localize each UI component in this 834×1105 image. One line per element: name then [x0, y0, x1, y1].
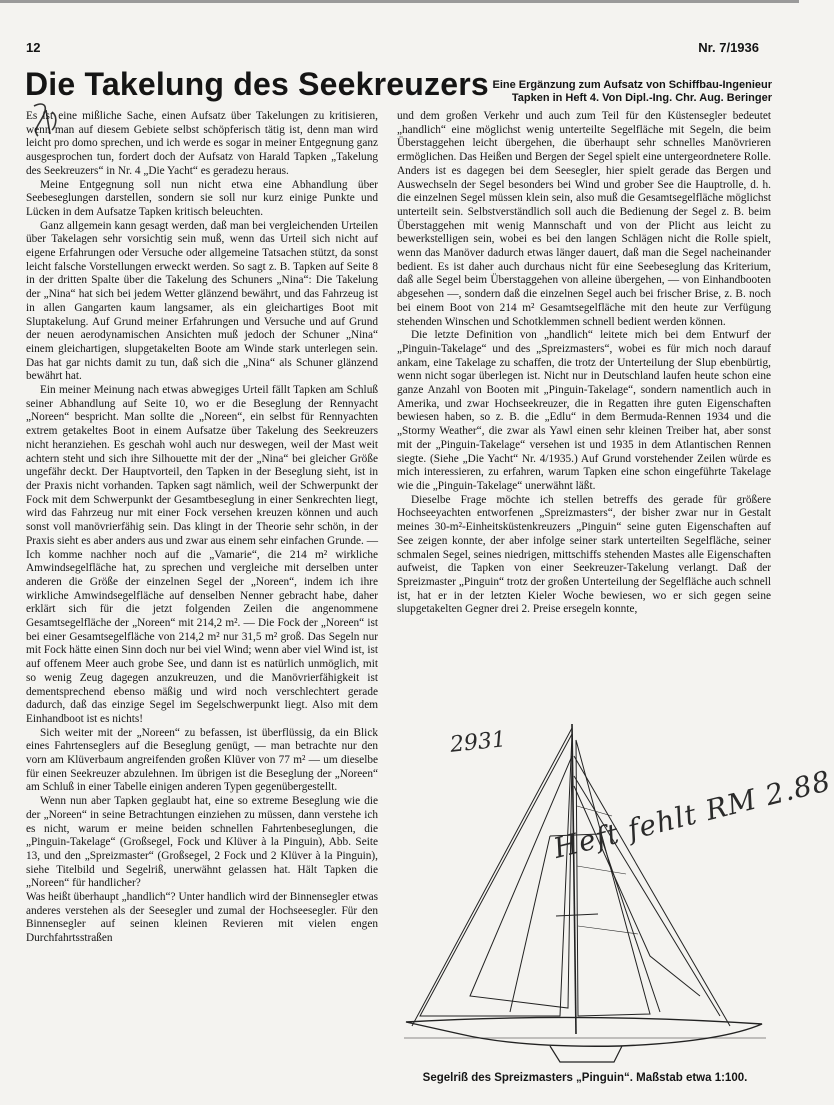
paragraph: und dem großen Verkehr und auch zum Teil für den Küstensegler bedeutet „handlich“ eine möglichst wenig unterteilte Segelfläche mit Segeln, die beim Überstaggehen leicht übergehen, die überhaupt sehr schnelles Manövrieren ermöglichen. Das Heißen und Bergen der Segel spielt eine untergeordnetere Rolle. Anders ist es dagegen bei dem Seesegler, hier spielt gerade das Bergen und Auswechseln der Segel besonders bei Wind und grober See die Hauptrolle, d. h. die einzelnen Segel müssen klein sein, also muß die Gesamtsegelfläche möglichst unterteilt sein. Selbstverständlich soll auch die Bedienung der Segel z. B. beim Überstaggehen mit wenig Mannschaft und von der Plicht aus leicht zu bewerkstelligen sein, wobei es bei den langen Schlägen nicht die Rolle spielt, wenn das Manöver dadurch etwas länger dauert, daß man die Segel nacheinander bedient. Es ist daher auch durchaus nicht für eine Seebeseglung das Kriterium, daß alle Segel beim Überstaggehen von alleine übergehen, — von Einhandbooten abgesehen —, sondern daß die einzelnen Segel auch bei frischer Brise, z. B. noch bei einem Boot von 214 m² Gesamtsegelfläche mit den heute zur Verfügung stehenden Winschen und Schotklemmen schnell bedient werden können. [397, 110, 771, 328]
paragraph: Sich weiter mit der „Noreen“ zu befassen, ist überflüssig, da ein Blick eines Fahrtenseglers auf die Beseglung genügt, — man betrachte nur den vorn am Klüverbaum angreifenden großen Klüver von 77 m² — um dieselbe für einen Seekreuzer abzulehnen. Im übrigen ist die Beseglung der „Noreen“ am Schluß in einer Tabelle einigen anderen Typen gegenübergestellt. [26, 726, 378, 794]
paragraph: Es ist eine mißliche Sache, einen Aufsatz über Takelungen zu kritisieren, wenn man auf diesem Gebiete selbst schöpferisch tätig ist, denn man wird leicht pro domo sprechen, und ich werde es sogar in meiner Entgegnung ganz ausgesprochen tun, fordert doch der Aufsatz von Harald Tapken „Takelung des Seekreuzers“ in Nr. 4 „Die Yacht“ es geradezu heraus. [26, 110, 378, 177]
keel-outline [550, 1046, 622, 1062]
article-title: Die Takelung des Seekreuzers [25, 66, 489, 102]
article-subtitle [454, 79, 772, 105]
seam-line [578, 926, 638, 934]
paragraph: Die letzte Definition von „handlich“ leitete mich bei dem Entwurf der „Pinguin-Takelage“ und des „Spreizmasters“, wobei es für mich noch darauf ankam, eine Takelage zu schaffen, die trotz der Unterteilung der Slup ebenbürtig, wenn nicht sogar überlegen ist. Nicht nur in Deutschland laufen heute schon eine ganze Anzahl von Booten mit „Pinguin-Takelage“, sondern namentlich auch in Amerika, und zwar Hochseekreuzer, die in Regatten ihre guten Eigenschaften bewiesen haben, so z. B. die „Edlu“ in dem Bermuda-Rennen 1934 und die „Stormy Weather“, die zwar als Yawl einen sehr kleinen Treiber hat, aber sonst mit der „Pinguin-Takelage“ versehen ist und 1935 in dem Atlantischen Rennen siegte. (Siehe „Die Yacht“ Nr. 4/1935.) Auf Grund vorstehender Zeilen würde es mich interessieren, zu erfahren, warum Tapken eine schon eingeführte Takelage wie die „Pinguin-Takelage“ unerwähnt läßt. [397, 329, 771, 492]
foresail-outline [420, 734, 572, 1016]
paragraph: Wenn nun aber Tapken geglaubt hat, eine so extreme Beseglung wie die der „Noreen“ in seine Betrachtungen einziehen zu müssen, dann verstehe ich es nicht, warum er meine beiden schnellen Fahrtenbeseglungen, die „Pinguin-Takelage“ (Großsegel, Fock und Klüver à la Pinguin), Abb. Seite 13, und den „Spreizmaster“ (Großsegel, 2 Fock und 2 Klüver à la Pinguin), siehe Titelbild und Segelriß, unerwähnt gelassen hat. Hält Tapken die „Noreen“ für handlicher? [26, 795, 378, 890]
subtitle-line-1: Eine Ergänzung zum Aufsatz von Schiffbau-Ingenieur [492, 79, 772, 91]
forestay-line [412, 728, 572, 1026]
handwritten-price-note: Heft fehlt RM 2.88 [550, 764, 834, 865]
paragraph: Dieselbe Frage möchte ich stellen betreffs des gerade für größere Hochseeyachten entworfenen „Spreizmasters“, der bisher zwar nur in Gestalt meines 30-m²-Einheitsküstenkreuzers „Pinguin“ seine guten Eigenschaften auf See zeigen konnte, der aber infolge seiner stark unterteilten Segelfläche, seiner schmalen Segel, seines niedrigen, mittschiffs stehenden Mastes alle Eigenschaften aufweist, die Tapken von einer Seekreuzer-Takelung verlangt. Daß der Spreizmaster „Pinguin“ trotz der großen Unterteilung der Segelfläche auch schnell ist, hat er in der letzten Kieler Woche bewiesen, wo er sich gegen seine slupgetakelten Gegner drei 2. Preise ersegeln konnte, [397, 493, 771, 616]
subtitle-line-2: Tapken in Heft 4. Von Dipl.-Ing. Chr. Aug. Beringer [511, 92, 772, 104]
figure-caption: Segelriß des Spreizmasters „Pinguin“. Maßstab etwa 1:100. [422, 1072, 748, 1084]
sail-plan-figure [400, 716, 834, 1088]
paragraph: Ganz allgemein kann gesagt werden, daß man bei vergleichenden Urteilen über Takelagen sehr vorsichtig sein muß, wenn das Urteil sich nicht auf eigene Erfahrungen oder Versuche oder allgemeine Tatsachen stützt, da sonst leicht falsche Vorstellungen erweckt werden. So sagt z. B. Tapken auf Seite 8 in der dritten Spalte über die Takelung des Schuners „Nina“: Die Takelung der „Nina“ hat sich bei jedem Wetter glänzend bewährt, und das Fahrzeug ist in allen Gangarten kaum langsamer, als ein gleichartiges Boot mit Sluptakelung. Auf Grund meiner Erfahrungen und Versuche und auf Grund der neuen aerodynamischen Ansichten muß jedoch der Schuner „Nina“ einem gleichartigen, slupgetakelten Boote am Winde stark unterlegen sein. Das hat gar nichts damit zu tun, daß sich die „Nina“ als Schuner glänzend bewährt hat. [26, 219, 378, 383]
sail-plan-drawing [400, 716, 770, 1068]
handwritten-number: 2931 [448, 727, 508, 758]
shroud-line [600, 834, 660, 1012]
mast-line [572, 724, 576, 1034]
scan-top-edge [0, 0, 799, 3]
page-number: 12 [26, 40, 41, 55]
paragraph: Was heißt überhaupt „handlich“? Unter handlich wird der Binnensegler etwas anderes verstehen als der Seesegler und zumal der Hochseesegler. Für den Binnensegler auf seinen kleinen Revieren mit vielen engen Durchfahrtsstraßen [26, 891, 378, 945]
shroud-line [510, 836, 550, 1012]
text-column-left [26, 110, 378, 946]
paragraph: Meine Entgegnung soll nun nicht etwa eine Abhandlung über Seebeseglungen darstellen, sondern sie soll nur kurz einige Punkte und Lücken in dem Aufsatze Tapken kritisch beleuchten. [26, 178, 378, 218]
seam-line [577, 866, 626, 874]
text-column-right [397, 110, 771, 617]
issue-label: Nr. 7/1936 [698, 40, 759, 55]
paragraph: Ein meiner Meinung nach etwas abwegiges Urteil fällt Tapken am Schluß seiner Abhandlung auf Seite 10, wo er die Beseglung der Rennyacht „Noreen“ bespricht. Man sollte die „Noreen“, ein selbst für Rennyachten extrem getakeltes Boot in einem Aufsatze über Takelung des Seekreuzers nicht heranziehen. Es geschah wohl auch nur deswegen, weil der Mast weit achtern steht und sich ihre Silhouette mit der der „Nina“ bei gleicher Größe ungefähr deckt. Der Hauptvorteil, den Tapken in der Beseglung sieht, ist in der Praxis nicht vorhanden. Tapken sagt nämlich, weil der Schwerpunkt der Fock mit dem Schwerpunkt der Gesamtbeseglung in einer Senkrechten liegt, wird das Fahrzeug nur mit einer Fock versehen kreuzen können und auch sonst voll manövrierfähig sein. Das klingt in der Theorie sehr schön, in der Praxis sieht es aber anders aus und zwar aus einem sehr einfachen Grunde. — Ich komme nachher noch auf die „Vamarie“, die 214 m² wirkliche Amwindsegelfläche hat, zu sprechen und vergleiche mit derselben unter anderen die Größe der einzelnen Segel der „Noreen“, indem ich ihre wirkliche Amwindsegelfläche auf denselben Nenner gebracht habe, daher erklärt sich für die jetzt folgenden Zeilen die angenommene Gesamtsegelfläche der „Noreen“ mit 214,2 m². — Die Fock der „Noreen“ ist bei einer Gesamtsegelfläche von 214,2 m² nur 31,5 m² groß. Das Segeln nur mit Fock hätte einen Sinn doch nur bei viel Wind; wenn aber viel Wind ist, ist auf offenem Meer auch grobe See, und dann ist es natürlich unmöglich, mit so wenig Zeug dagegen anzukreuzen, und die Manövrierfähigkeit ist dementsprechend ebenso mäßig und wird noch verschlechtert gerade dadurch, daß das einzige Segel im Segelschwerpunkt liegt. Also mit dem Einhandboot ist es nichts! [26, 384, 378, 725]
jib-outline [470, 756, 572, 1008]
hull-outline [406, 1017, 762, 1046]
mainsail-outline [576, 740, 650, 1016]
